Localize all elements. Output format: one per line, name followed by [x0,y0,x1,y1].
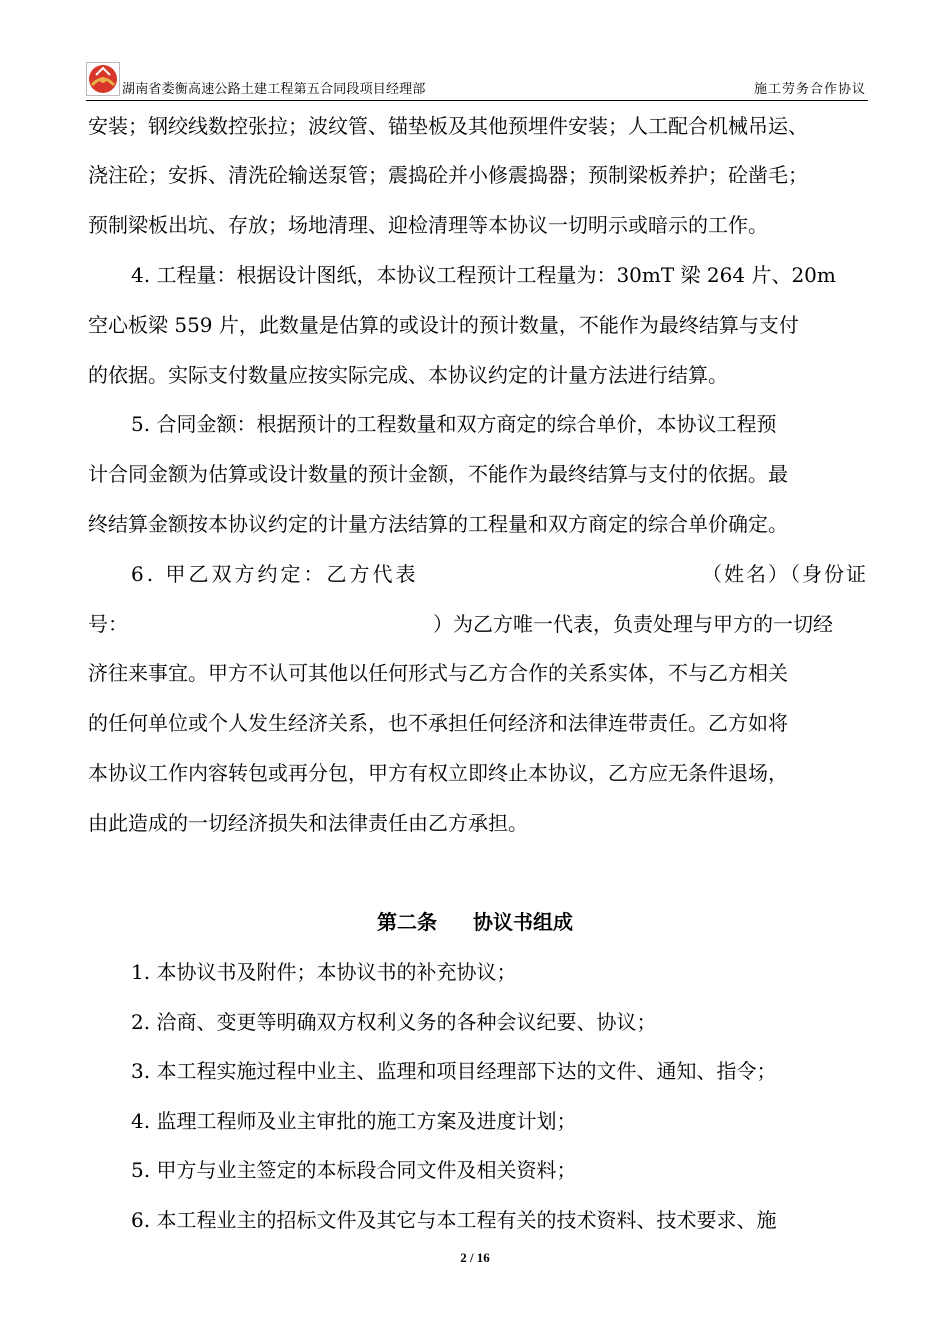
list-item: 3. 本工程实施过程中业主、监理和项目经理部下达的文件、通知、指令； [131,1059,777,1083]
body-line: 的依据。实际支付数量应按实际完成、本协议约定的计量方法进行结算。 [88,363,728,387]
body-line: 终结算金额按本协议约定的计量方法结算的工程量和双方商定的综合单价确定。 [88,512,788,536]
list-item: 5. 甲方与业主签定的本标段合同文件及相关资料； [131,1158,577,1182]
clause-5-line: 5. 合同金额：根据预计的工程数量和双方商定的综合单价，本协议工程预 [131,412,777,436]
body-line: 浇注砼；安拆、清洗砼输送泵管；震捣砼并小修震捣器；预制梁板养护；砼凿毛； [88,163,808,187]
body-line: 本协议工作内容转包或再分包，甲方有权立即终止本协议，乙方应无条件退场， [88,761,788,785]
page-number: 2 / 16 [460,1250,490,1265]
header-document-title: 施工劳务合作协议 [753,82,866,97]
body-line: 由此造成的一切经济损失和法律责任由乙方承担。 [88,811,528,835]
section-title: 协议书组成 [473,910,573,934]
header-divider [86,100,868,101]
body-line: 计合同金额为估算或设计数量的预计金额，不能作为最终结算与支付的依据。最 [88,462,788,486]
section-number: 第二条 [377,910,437,934]
list-item: 4. 监理工程师及业主审批的施工方案及进度计划； [131,1109,577,1133]
name-id-label: （姓名）（身份证 [702,562,868,586]
representative-label: 6. 甲乙双方约定：乙方代表 [131,562,419,586]
body-line: 济往来事宜。甲方不认可其他以任何形式与乙方合作的关系实体，不与乙方相关 [88,661,788,685]
company-logo-icon [87,63,119,95]
body-line: 安装；钢绞线数控张拉；波纹管、锚垫板及其他预埋件安装；人工配合机械吊运、 [88,114,808,138]
body-line: 空心板梁 559 片，此数量是估算的或设计的预计数量，不能作为最终结算与支付 [88,313,799,337]
header-organization: 湖南省娄衡高速公路土建工程第五合同段项目经理部 [122,82,426,97]
body-line [88,612,868,636]
section-heading [0,910,950,934]
list-item: 2. 洽商、变更等明确双方权利义务的各种会议纪要、协议； [131,1010,657,1034]
clause-6-line [131,562,868,586]
list-item: 1. 本协议书及附件；本协议书的补充协议； [131,960,517,984]
list-item: 6. 本工程业主的招标文件及其它与本工程有关的技术资料、技术要求、施 [131,1208,777,1232]
body-line: 预制梁板出坑、存放；场地清理、迎检清理等本协议一切明示或暗示的工作。 [88,213,768,237]
sole-representative-text: ）为乙方唯一代表，负责处理与甲方的一切经 [433,612,833,636]
body-line: 的任何单位或个人发生经济关系，也不承担任何经济和法律连带责任。乙方如将 [88,711,788,735]
id-number-label: 号： [88,612,128,636]
clause-4-line: 4. 工程量：根据设计图纸，本协议工程预计工程量为：30mT 梁 264 片、20m [131,263,836,287]
company-logo [86,62,120,96]
